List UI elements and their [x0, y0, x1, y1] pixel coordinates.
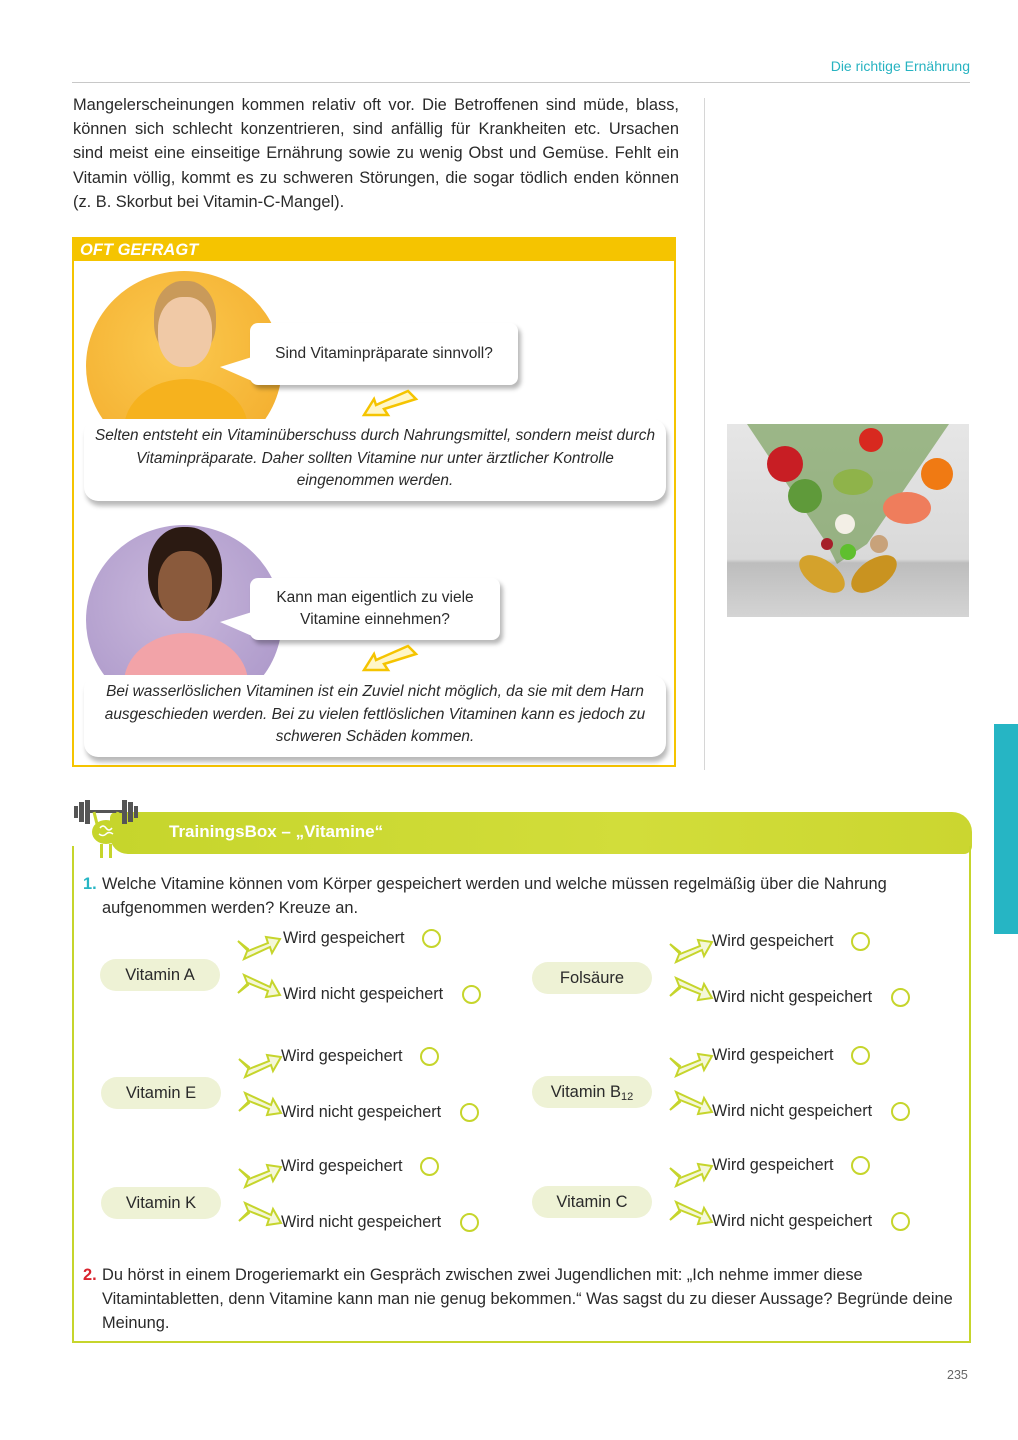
- green-arrow-down-icon: [668, 976, 714, 1002]
- vitamin-group-e: [101, 1047, 521, 1147]
- vitamin-group-k: [101, 1157, 521, 1257]
- stored-radio[interactable]: [422, 929, 441, 948]
- column-divider: [704, 98, 705, 770]
- not-stored-radio[interactable]: [891, 1102, 910, 1121]
- stored-radio[interactable]: [851, 1156, 870, 1175]
- answer-bubble: Bei wasserlöslichen Vitaminen ist ein Zuviel nicht möglich, da sie mit dem Harn ausgeschieden werden. Bei zu vielen fettlöslichen Vitaminen kann es jedoch zu schweren Schäden kommen.: [84, 675, 666, 757]
- not-stored-radio[interactable]: [891, 1212, 910, 1231]
- option-stored: Wird gespeichert: [712, 932, 870, 951]
- vitamin-group-folsaeure: [532, 932, 952, 1032]
- option-not-stored: Wird nicht gespeichert: [281, 1213, 479, 1232]
- chapter-side-tab: [994, 724, 1018, 934]
- option-not-stored: Wird nicht gespeichert: [712, 1102, 910, 1121]
- question-text: Kann man eigentlich zu viele Vitamine einnehmen?: [276, 589, 474, 628]
- not-stored-radio[interactable]: [460, 1213, 479, 1232]
- green-arrow-up-icon: [236, 935, 282, 961]
- not-stored-radio[interactable]: [460, 1103, 479, 1122]
- task-text: Du hörst in einem Drogeriemarkt ein Gespräch zwischen zwei Jugendlichen mit: „Ich nehme immer diese Vitamintabletten, denn Vitamine kann man nie genug bekommen.“ Was sagst du zu dieser Aussage? Begründe deine Meinung.: [102, 1266, 953, 1332]
- not-stored-radio[interactable]: [891, 988, 910, 1007]
- green-arrow-up-icon: [668, 1052, 714, 1078]
- vitamin-label: Folsäure: [532, 962, 652, 994]
- task-text: Welche Vitamine können vom Körper gespeichert werden und welche müssen regelmäßig über die Nahrung aufgenommen werden? Kreuze an.: [102, 875, 887, 917]
- option-stored: Wird gespeichert: [712, 1156, 870, 1175]
- task-number: 2.: [83, 1266, 97, 1284]
- option-stored: Wird gespeichert: [712, 1046, 870, 1065]
- task-2: [83, 1263, 953, 1335]
- faq-box: [72, 237, 676, 767]
- green-arrow-down-icon: [237, 1201, 283, 1227]
- vitamin-group-a: [100, 929, 520, 1029]
- green-arrow-up-icon: [668, 1162, 714, 1188]
- task-number: 1.: [83, 875, 97, 893]
- vitamin-label: Vitamin C: [532, 1186, 652, 1218]
- vitamin-group-b12: [532, 1046, 952, 1146]
- green-arrow-down-icon: [668, 1090, 714, 1116]
- brain-weightlifter-icon: [70, 798, 142, 862]
- not-stored-radio[interactable]: [462, 985, 481, 1004]
- green-arrow-up-icon: [237, 1163, 283, 1189]
- training-title: TrainingsBox – „Vitamine“: [169, 822, 384, 841]
- food-illustration: [727, 424, 969, 617]
- green-arrow-up-icon: [668, 938, 714, 964]
- question-bubble: [250, 578, 500, 640]
- vitamin-label: Vitamin K: [101, 1187, 221, 1219]
- option-not-stored: Wird nicht gespeichert: [712, 1212, 910, 1231]
- option-not-stored: Wird nicht gespeichert: [281, 1103, 479, 1122]
- answer-bubble: Selten entsteht ein Vitaminüberschuss durch Nahrungsmittel, sondern meist durch Vitaminpräparate. Daher sollten Vitamine nur unter ärztlicher Kontrolle eingenommen werden.: [84, 419, 666, 501]
- stored-radio[interactable]: [420, 1157, 439, 1176]
- yellow-arrow-icon: [360, 387, 422, 421]
- page-number: 235: [947, 1368, 968, 1382]
- vitamin-label: Vitamin A: [100, 959, 220, 991]
- faq-title: OFT GEFRAGT: [74, 239, 674, 261]
- option-not-stored: Wird nicht gespeichert: [712, 988, 910, 1007]
- running-title: Die richtige Ernährung: [830, 58, 970, 74]
- green-arrow-down-icon: [668, 1200, 714, 1226]
- task-1: [83, 872, 953, 920]
- vitamin-capsule-food-photo: [727, 424, 969, 617]
- question-bubble: [250, 323, 518, 385]
- stored-radio[interactable]: [420, 1047, 439, 1066]
- stored-radio[interactable]: [851, 932, 870, 951]
- option-stored: Wird gespeichert: [283, 929, 441, 948]
- intro-paragraph: Mangelerscheinungen kommen relativ oft vor. Die Betroffenen sind müde, blass, können sich schlecht konzentrieren, sind anfällig für Krankheiten etc. Ursachen sind meist eine einseitige Ernährung sowie zu wenig Obst und Gemüse. Fehlt ein Vitamin völlig, kommt es zu schweren Störungen, die sogar tödlich enden können (z. B. Skorbut bei Vitamin-C-Mangel).: [73, 96, 679, 211]
- header-divider: [72, 82, 970, 83]
- green-arrow-down-icon: [236, 973, 282, 999]
- vitamin-label: Vitamin E: [101, 1077, 221, 1109]
- green-arrow-up-icon: [237, 1053, 283, 1079]
- yellow-arrow-icon: [360, 642, 422, 676]
- stored-radio[interactable]: [851, 1046, 870, 1065]
- option-stored: Wird gespeichert: [281, 1157, 439, 1176]
- vitamin-group-c: [532, 1156, 952, 1256]
- option-not-stored: Wird nicht gespeichert: [283, 985, 481, 1004]
- vitamin-label: Vitamin $B_{12}$: [532, 1076, 652, 1108]
- question-text: Sind Vitaminpräparate sinnvoll?: [275, 345, 493, 362]
- green-arrow-down-icon: [237, 1091, 283, 1117]
- option-stored: Wird gespeichert: [281, 1047, 439, 1066]
